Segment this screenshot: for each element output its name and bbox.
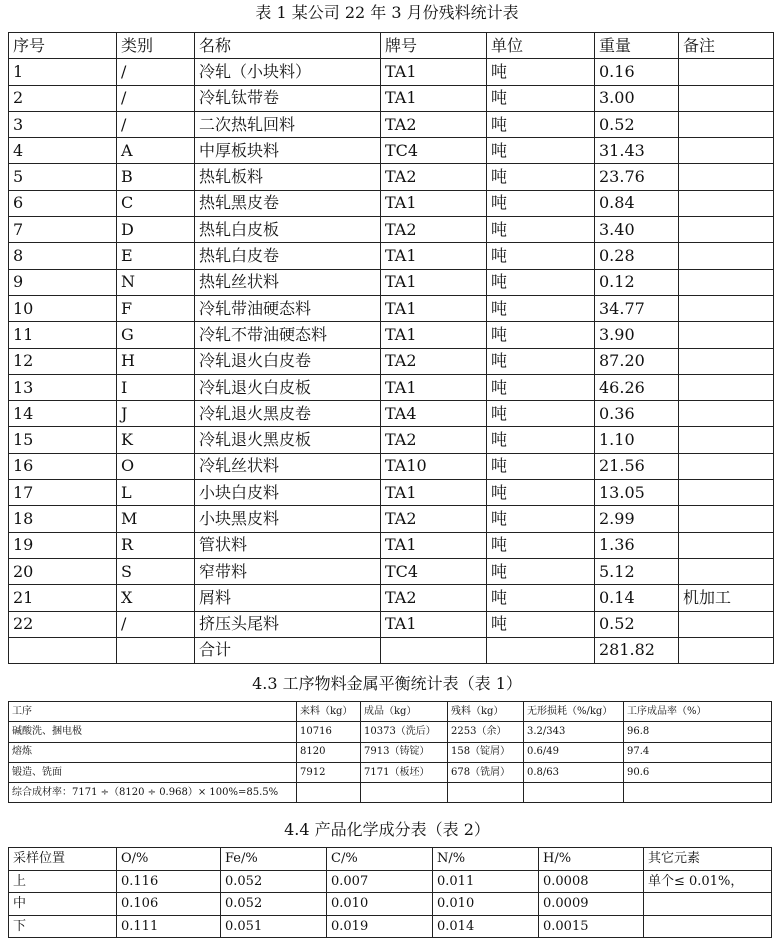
table-cell: 吨 [487,138,595,164]
table-cell: 1 [9,59,117,85]
table-cell: 87.20 [595,348,679,374]
table-cell: 31.43 [595,138,679,164]
table-cell: 热轧丝状料 [195,269,381,295]
table-cell [644,893,772,916]
table-row [9,348,774,374]
table-cell: 二次热轧回料 [195,111,381,137]
table-cell: 1.36 [595,532,679,558]
table-cell: TA1 [381,374,487,400]
table-cell [679,295,774,321]
table-cell [679,85,774,111]
table-cell: TC4 [381,138,487,164]
table-cell: B [117,164,195,190]
header-cell: O/% [117,848,221,871]
summary-row [9,783,772,803]
table-cell: 热轧白皮板 [195,217,381,243]
table-cell [679,401,774,427]
table-cell: TA1 [381,85,487,111]
table-cell [9,637,117,663]
table-cell [624,783,772,803]
table-cell: 热轧白皮卷 [195,243,381,269]
table-cell [679,164,774,190]
table-cell: 0.052 [221,870,327,893]
header-cell: 序号 [9,33,117,59]
table-cell: TA1 [381,480,487,506]
table-cell: 9 [9,269,117,295]
table-cell: 5 [9,164,117,190]
table-cell [679,322,774,348]
table-cell [679,427,774,453]
table-cell: TA1 [381,269,487,295]
header-cell: Fe/% [221,848,327,871]
table-cell: 单个≤ 0.01%， [644,870,772,893]
table-cell: 2.99 [595,506,679,532]
table-cell: 吨 [487,190,595,216]
table-cell: 吨 [487,348,595,374]
header-cell: H/% [539,848,644,871]
table-cell [679,637,774,663]
table-cell [448,783,524,803]
table-cell: 96.8 [624,722,772,742]
table-cell: 中 [9,893,117,916]
table-cell: TA2 [381,348,487,374]
table-row [9,111,774,137]
table-cell [679,611,774,637]
table-cell: 7 [9,217,117,243]
table-cell [117,637,195,663]
table-cell: 机加工 [679,585,774,611]
table-cell: X [117,585,195,611]
table-row [9,59,774,85]
table-cell: 吨 [487,322,595,348]
table-cell: 0.12 [595,269,679,295]
table-cell: E [117,243,195,269]
table-cell: 0.6/49 [524,742,624,762]
table-cell: 3.2/343 [524,722,624,742]
table-row [9,870,772,893]
header-cell: 其它元素 [644,848,772,871]
table-cell: 15 [9,427,117,453]
table-cell: 7912 [297,762,361,782]
table-cell: 5.12 [595,558,679,584]
summary-cell: 综合成材率：7171 ÷（8120 ÷ 0.968）× 100%=85.5% [9,783,297,803]
table3-title: 4.4 产品化学成分表（表 2） [284,820,490,839]
table-cell: / [117,59,195,85]
table-row [9,558,774,584]
table-cell: I [117,374,195,400]
table-cell: 0.52 [595,111,679,137]
table-cell: 0.010 [327,893,433,916]
table-cell: 21.56 [595,453,679,479]
header-cell: 牌号 [381,33,487,59]
table-cell: 小块黑皮料 [195,506,381,532]
table-cell: TA2 [381,111,487,137]
table-cell: K [117,427,195,453]
header-cell: N/% [433,848,539,871]
table-cell: 0.007 [327,870,433,893]
table-cell: S [117,558,195,584]
table-cell: 0.052 [221,893,327,916]
table-cell: 4 [9,138,117,164]
table-cell: TA2 [381,164,487,190]
table-row [9,532,774,558]
table-cell [679,558,774,584]
table-cell: 碱酸洗、捆电极 [9,722,297,742]
table-cell: 0.010 [433,893,539,916]
header-cell: 工序成品率（%） [624,702,772,722]
table-cell: 小块白皮料 [195,480,381,506]
table-cell: TA2 [381,506,487,532]
table-row [9,269,774,295]
table-cell: D [117,217,195,243]
table-cell: 冷轧退火黑皮卷 [195,401,381,427]
table-header-row [9,702,772,722]
table-cell: 6 [9,190,117,216]
table-cell: / [117,611,195,637]
table-cell [679,138,774,164]
residual-material-table [8,32,774,664]
table-cell: 14 [9,401,117,427]
table-row [9,742,772,762]
table-cell [297,783,361,803]
table-cell: 吨 [487,611,595,637]
table-cell: 2 [9,85,117,111]
table-row [9,585,774,611]
table-row [9,915,772,938]
header-cell: 类别 [117,33,195,59]
table-row [9,138,774,164]
table-cell [679,59,774,85]
header-cell: 名称 [195,33,381,59]
table-cell: 7171（板坯） [361,762,448,782]
table-cell: 吨 [487,401,595,427]
table-row [9,85,774,111]
table-cell: N [117,269,195,295]
table-cell: 吨 [487,585,595,611]
table-cell: 1.10 [595,427,679,453]
table-cell: 20 [9,558,117,584]
table-cell: 7913（铸锭） [361,742,448,762]
total-value: 281.82 [595,637,679,663]
table-cell: 0.051 [221,915,327,938]
table-cell: 吨 [487,269,595,295]
table-cell: 吨 [487,532,595,558]
table-cell: 锻造、铣面 [9,762,297,782]
table-cell: 3.40 [595,217,679,243]
table-row [9,611,774,637]
table-cell [524,783,624,803]
header-cell: 单位 [487,33,595,59]
table-cell: TA2 [381,217,487,243]
table-cell: 13.05 [595,480,679,506]
table-cell: 0.116 [117,870,221,893]
header-cell: 成品（kg） [361,702,448,722]
table-cell: 吨 [487,453,595,479]
table-cell: 吨 [487,59,595,85]
header-cell: C/% [327,848,433,871]
table-header-row [9,33,774,59]
table-row [9,243,774,269]
table-cell: / [117,111,195,137]
table-row [9,893,772,916]
table-cell [679,111,774,137]
table-row [9,427,774,453]
table-cell: TA1 [381,532,487,558]
table-cell: 3.90 [595,322,679,348]
table-cell: 熔炼 [9,742,297,762]
table-cell: 0.0009 [539,893,644,916]
table-cell [679,190,774,216]
table-cell: 0.52 [595,611,679,637]
total-row [9,637,774,663]
table-cell: 吨 [487,480,595,506]
table-cell: 吨 [487,506,595,532]
table-header-row [9,848,772,871]
table-cell [679,532,774,558]
table-cell: TA1 [381,295,487,321]
table-cell: 678（铣屑） [448,762,524,782]
table-cell: J [117,401,195,427]
table-cell: 冷轧退火黑皮板 [195,427,381,453]
table-cell: 46.26 [595,374,679,400]
header-cell: 残料（kg） [448,702,524,722]
table-cell [679,217,774,243]
table-cell: 0.84 [595,190,679,216]
table-cell: O [117,453,195,479]
table1-title: 表 1 某公司 22 年 3 月份残料统计表 [255,3,519,22]
table-row [9,374,774,400]
table-cell: TA10 [381,453,487,479]
table-cell: 吨 [487,243,595,269]
table-cell: 11 [9,322,117,348]
table-cell [679,506,774,532]
table-cell: 0.106 [117,893,221,916]
table-cell: 8120 [297,742,361,762]
table-cell: TA1 [381,611,487,637]
table-cell [679,374,774,400]
header-cell: 无形损耗（%/kg） [524,702,624,722]
table-cell: 34.77 [595,295,679,321]
table-row [9,506,774,532]
table-cell: 3.00 [595,85,679,111]
table-cell: 中厚板块料 [195,138,381,164]
table-cell [679,243,774,269]
table-cell: H [117,348,195,374]
table-cell [679,269,774,295]
table-cell: 0.36 [595,401,679,427]
table-cell: 0.019 [327,915,433,938]
table-cell: A [117,138,195,164]
table-cell: 冷轧钛带卷 [195,85,381,111]
table-cell: R [117,532,195,558]
table-row [9,190,774,216]
table-cell: 吨 [487,85,595,111]
table-cell: 8 [9,243,117,269]
table-row [9,322,774,348]
table-cell: 0.014 [433,915,539,938]
table-cell: 挤压头尾料 [195,611,381,637]
table-cell: M [117,506,195,532]
table-cell: 90.6 [624,762,772,782]
table-cell: 冷轧退火白皮卷 [195,348,381,374]
table-cell: 0.111 [117,915,221,938]
table-cell: 0.16 [595,59,679,85]
header-cell: 采样位置 [9,848,117,871]
table-row [9,295,774,321]
table-row [9,480,774,506]
header-cell: 来料（kg） [297,702,361,722]
table-cell: 热轧板料 [195,164,381,190]
table-row [9,164,774,190]
table-cell: G [117,322,195,348]
table-cell: 16 [9,453,117,479]
table-cell [381,637,487,663]
table-cell: 屑料 [195,585,381,611]
table-cell: 冷轧带油硬态料 [195,295,381,321]
table-cell: TA4 [381,401,487,427]
table-row [9,453,774,479]
table-cell: 吨 [487,111,595,137]
header-cell: 备注 [679,33,774,59]
table-cell: 管状料 [195,532,381,558]
table-cell: 吨 [487,374,595,400]
table-cell: TA1 [381,190,487,216]
table-cell: F [117,295,195,321]
table-cell: 17 [9,480,117,506]
table-cell: 冷轧丝状料 [195,453,381,479]
table-cell: TA1 [381,322,487,348]
table-cell: TA2 [381,585,487,611]
header-cell: 重量 [595,33,679,59]
table-cell: 22 [9,611,117,637]
table-cell: 21 [9,585,117,611]
table-row [9,722,772,742]
table-cell: 吨 [487,217,595,243]
table-row [9,762,772,782]
metal-balance-table [8,701,772,803]
total-label: 合计 [195,637,381,663]
table-cell: TA1 [381,59,487,85]
table-cell: TA2 [381,427,487,453]
table-cell: 23.76 [595,164,679,190]
table-cell [487,637,595,663]
table-cell [679,453,774,479]
table-cell: 吨 [487,164,595,190]
table-cell: TC4 [381,558,487,584]
table-cell: 158（锭屑） [448,742,524,762]
table-cell: 0.14 [595,585,679,611]
table-cell: 冷轧退火白皮板 [195,374,381,400]
header-cell: 工序 [9,702,297,722]
table-cell: 吨 [487,558,595,584]
table-cell: 热轧黑皮卷 [195,190,381,216]
table-cell: 冷轧不带油硬态料 [195,322,381,348]
table-cell: 上 [9,870,117,893]
table-cell: 10373（洗后） [361,722,448,742]
table-cell: C [117,190,195,216]
table-cell [679,348,774,374]
table-cell: 19 [9,532,117,558]
table-cell [361,783,448,803]
table-cell: 吨 [487,295,595,321]
chemical-composition-table [8,847,772,938]
table-row [9,401,774,427]
table-row [9,217,774,243]
table-cell: 10 [9,295,117,321]
table2-title: 4.3 工序物料金属平衡统计表（表 1） [252,674,522,693]
table-cell: 12 [9,348,117,374]
table-cell: 3 [9,111,117,137]
table-cell [679,480,774,506]
table-cell: 2253（余） [448,722,524,742]
table-cell: TA1 [381,243,487,269]
table-cell: 窄带料 [195,558,381,584]
table-cell: 97.4 [624,742,772,762]
table-cell: 吨 [487,427,595,453]
table-cell: / [117,85,195,111]
table-cell: 0.28 [595,243,679,269]
table-cell: 0.8/63 [524,762,624,782]
table-cell: 下 [9,915,117,938]
table-cell: L [117,480,195,506]
table-cell: 0.0015 [539,915,644,938]
table-cell: 0.011 [433,870,539,893]
table-cell: 13 [9,374,117,400]
table-cell [644,915,772,938]
table-cell: 10716 [297,722,361,742]
table-cell: 18 [9,506,117,532]
table-cell: 0.0008 [539,870,644,893]
table-cell: 冷轧（小块料） [195,59,381,85]
